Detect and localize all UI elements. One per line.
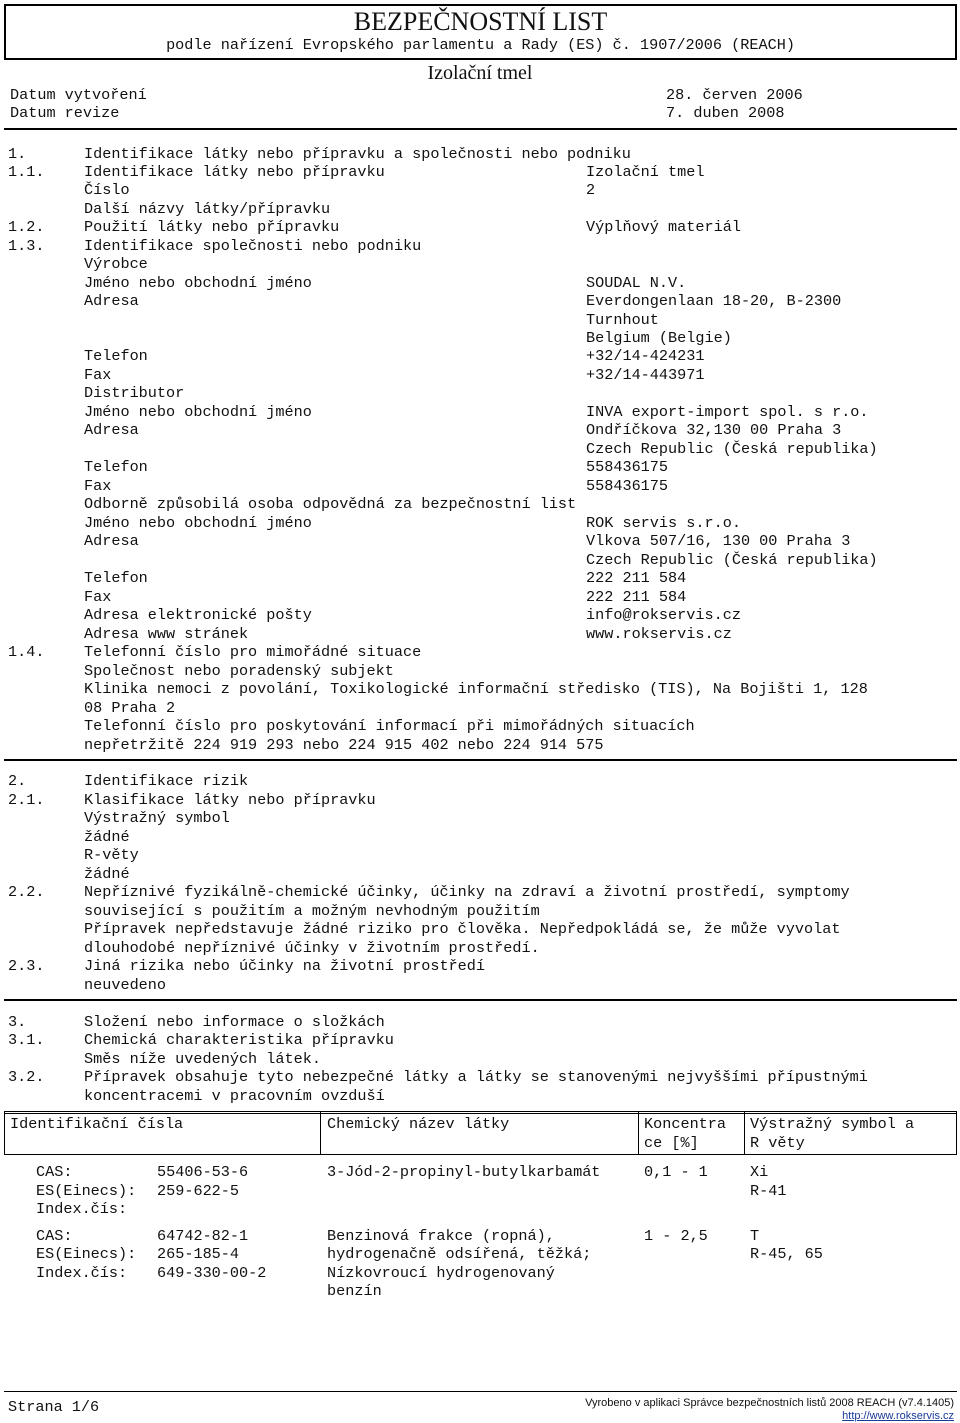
- subsection-title: Chemická charakteristika přípravku: [84, 1031, 394, 1049]
- field-value: Everdongenlaan 18-20, B-2300: [586, 292, 842, 310]
- subsection-number: 1.1.: [8, 163, 45, 181]
- field-label: Jméno nebo obchodní jméno: [84, 274, 312, 292]
- subsection-title: Přípravek obsahuje tyto nebezpečné látky a látky se stanovenými nejvyššími přípustnými: [84, 1068, 868, 1086]
- field-label: Další názvy látky/přípravku: [84, 200, 331, 218]
- field-value: Výplňový materiál: [586, 218, 741, 236]
- product-name: Izolační tmel: [427, 62, 533, 84]
- substance-name: Benzinová frakce (ropná),: [327, 1227, 555, 1245]
- r-phrases: R-45, 65: [750, 1245, 823, 1263]
- es-value: 259-622-5: [157, 1182, 240, 1200]
- cas-label: CAS:: [36, 1163, 73, 1181]
- hazard-symbol: Xi: [750, 1163, 769, 1181]
- field-label: Adresa: [84, 421, 139, 439]
- footer-link[interactable]: http://www.rokservis.cz: [842, 1410, 954, 1422]
- es-label: ES(Einecs):: [36, 1245, 137, 1263]
- section-number: 2.: [8, 772, 27, 790]
- cas-value: 55406-53-6: [157, 1163, 249, 1181]
- field-value: neuvedeno: [84, 976, 167, 994]
- created-label: Datum vytvoření: [10, 86, 147, 104]
- hazard-symbol: T: [750, 1227, 760, 1245]
- table-header: Chemický název látky: [327, 1115, 510, 1133]
- table-divider: [638, 1112, 639, 1154]
- section-title: Složení nebo informace o složkách: [84, 1013, 385, 1031]
- substance-name: hydrogenačně odsířená, těžká;: [327, 1245, 592, 1263]
- field-label: Fax: [84, 366, 112, 384]
- field-label: Telefon: [84, 458, 148, 476]
- subsection-title: koncentracemi v pracovním ovzduší: [84, 1087, 385, 1105]
- field-value: SOUDAL N.V.: [586, 274, 687, 292]
- r-phrases: R-41: [750, 1182, 787, 1200]
- paragraph-text: 08 Praha 2: [84, 699, 176, 717]
- concentration: 0,1 - 1: [644, 1163, 708, 1181]
- subsection-title: Použití látky nebo přípravku: [84, 218, 340, 236]
- index-label: Index.čís:: [36, 1200, 128, 1218]
- divider: [4, 759, 957, 761]
- group-label: Společnost nebo poradenský subjekt: [84, 662, 394, 680]
- document-subtitle: podle nařízení Evropského parlamentu a Rady (ES) č. 1907/2006 (REACH): [166, 36, 795, 54]
- substance-name: 3-Jód-2-propinyl-butylkarbamát: [327, 1163, 601, 1181]
- subsection-number: 3.1.: [8, 1031, 45, 1049]
- subsection-title: Klasifikace látky nebo přípravku: [84, 791, 376, 809]
- table-header: Výstražný symbol a: [750, 1115, 915, 1133]
- subsection-number: 1.2.: [8, 218, 45, 236]
- table-top-border: [4, 1111, 957, 1114]
- produced-by: Vyrobeno v aplikaci Správce bezpečnostních listů 2008 REACH (v7.4.1405): [585, 1397, 954, 1409]
- field-value: Směs níže uvedených látek.: [84, 1050, 321, 1068]
- group-label: Telefonní číslo pro poskytování informací při mimořádných situacích: [84, 717, 695, 735]
- document-title: BEZPEČNOSTNÍ LIST: [353, 7, 608, 36]
- paragraph-text: Přípravek nepředstavuje žádné riziko pro člověka. Nepředpokládá se, že může vyvolat: [84, 920, 841, 938]
- subsection-number: 1.4.: [8, 643, 45, 661]
- revised-value: 7. duben 2008: [666, 104, 785, 122]
- field-value: žádné: [84, 828, 130, 846]
- field-label: Adresa elektronické pošty: [84, 606, 312, 624]
- field-label: Adresa www stránek: [84, 625, 249, 643]
- field-label: Telefon: [84, 569, 148, 587]
- title-box: [4, 4, 957, 60]
- table-divider: [4, 1112, 5, 1154]
- cas-label: CAS:: [36, 1227, 73, 1245]
- field-value: Belgium (Belgie): [586, 329, 732, 347]
- divider: [4, 999, 957, 1001]
- subsection-number: 2.3.: [8, 957, 45, 975]
- page-number: Strana 1/6: [8, 1398, 100, 1416]
- field-label: Fax: [84, 588, 112, 606]
- group-label: Výrobce: [84, 255, 148, 273]
- created-value: 28. červen 2006: [666, 86, 803, 104]
- es-value: 265-185-4: [157, 1245, 240, 1263]
- field-value: ROK servis s.r.o.: [586, 514, 741, 532]
- substance-name: benzín: [327, 1282, 382, 1300]
- subsection-title: Identifikace látky nebo přípravku: [84, 163, 385, 181]
- subsection-number: 1.3.: [8, 237, 45, 255]
- subsection-title: související s použitím a možným nevhodným použitím: [84, 902, 540, 920]
- field-value: žádné: [84, 865, 130, 883]
- field-value: Czech Republic (Česká republika): [586, 440, 878, 458]
- paragraph-text: nepřetržitě 224 919 293 nebo 224 915 402 nebo 224 914 575: [84, 736, 604, 754]
- revised-label: Datum revize: [10, 104, 120, 122]
- table-header: ce [%]: [644, 1134, 699, 1152]
- field-value: 2: [586, 181, 596, 199]
- field-value: Czech Republic (Česká republika): [586, 551, 878, 569]
- footer-divider: [4, 1391, 957, 1392]
- subsection-number: 2.1.: [8, 791, 45, 809]
- subsection-title: Jiná rizika nebo účinky na životní prostředí: [84, 957, 486, 975]
- field-label: Telefon: [84, 347, 148, 365]
- group-label: Distributor: [84, 384, 185, 402]
- table-divider: [956, 1112, 957, 1154]
- field-value: 222 211 584: [586, 588, 687, 606]
- field-label: Jméno nebo obchodní jméno: [84, 514, 312, 532]
- divider: [4, 128, 957, 130]
- field-value: Ondříčkova 32,130 00 Praha 3: [586, 421, 842, 439]
- index-label: Index.čís:: [36, 1264, 128, 1282]
- es-label: ES(Einecs):: [36, 1182, 137, 1200]
- field-label: Adresa: [84, 292, 139, 310]
- table-divider: [320, 1112, 321, 1154]
- field-value: Izolační tmel: [586, 163, 705, 181]
- field-value: +32/14-424231: [586, 347, 705, 365]
- section-number: 1.: [8, 145, 27, 163]
- field-label: R-věty: [84, 846, 139, 864]
- field-label: Fax: [84, 477, 112, 495]
- field-value: 558436175: [586, 458, 669, 476]
- field-value: Vlkova 507/16, 130 00 Praha 3: [586, 532, 851, 550]
- section-title: Identifikace látky nebo přípravku a společnosti nebo podniku: [84, 145, 631, 163]
- paragraph-text: dlouhodobé nepříznivé účinky v životním prostředí.: [84, 939, 540, 957]
- field-value: 222 211 584: [586, 569, 687, 587]
- section-title: Identifikace rizik: [84, 772, 249, 790]
- concentration: 1 - 2,5: [644, 1227, 708, 1245]
- table-header: Identifikační čísla: [10, 1115, 184, 1133]
- field-value: +32/14-443971: [586, 366, 705, 384]
- index-value: 649-330-00-2: [157, 1264, 267, 1282]
- field-value: Turnhout: [586, 311, 659, 329]
- table-divider: [744, 1112, 745, 1154]
- subsection-title: Nepříznivé fyzikálně-chemické účinky, účinky na zdraví a životní prostředí, symptomy: [84, 883, 850, 901]
- subsection-number: 2.2.: [8, 883, 45, 901]
- website-value: www.rokservis.cz: [586, 625, 732, 643]
- paragraph-text: Klinika nemoci z povolání, Toxikologické informační středisko (TIS), Na Bojišti 1, 128: [84, 680, 868, 698]
- field-value: INVA export-import spol. s r.o.: [586, 403, 869, 421]
- section-number: 3.: [8, 1013, 27, 1031]
- field-label: Jméno nebo obchodní jméno: [84, 403, 312, 421]
- field-label: Adresa: [84, 532, 139, 550]
- field-label: Číslo: [84, 181, 130, 199]
- cas-value: 64742-82-1: [157, 1227, 249, 1245]
- substance-name: Nízkovroucí hydrogenovaný: [327, 1264, 555, 1282]
- field-label: Výstražný symbol: [84, 809, 230, 827]
- email-value: info@rokservis.cz: [586, 606, 741, 624]
- field-value: 558436175: [586, 477, 669, 495]
- table-header: Koncentra: [644, 1115, 727, 1133]
- table-header-border: [4, 1154, 957, 1155]
- subsection-title: Identifikace společnosti nebo podniku: [84, 237, 422, 255]
- subsection-number: 3.2.: [8, 1068, 45, 1086]
- subsection-title: Telefonní číslo pro mimořádné situace: [84, 643, 422, 661]
- table-header: R věty: [750, 1134, 805, 1152]
- group-label: Odborně způsobilá osoba odpovědná za bezpečnostní list: [84, 495, 577, 513]
